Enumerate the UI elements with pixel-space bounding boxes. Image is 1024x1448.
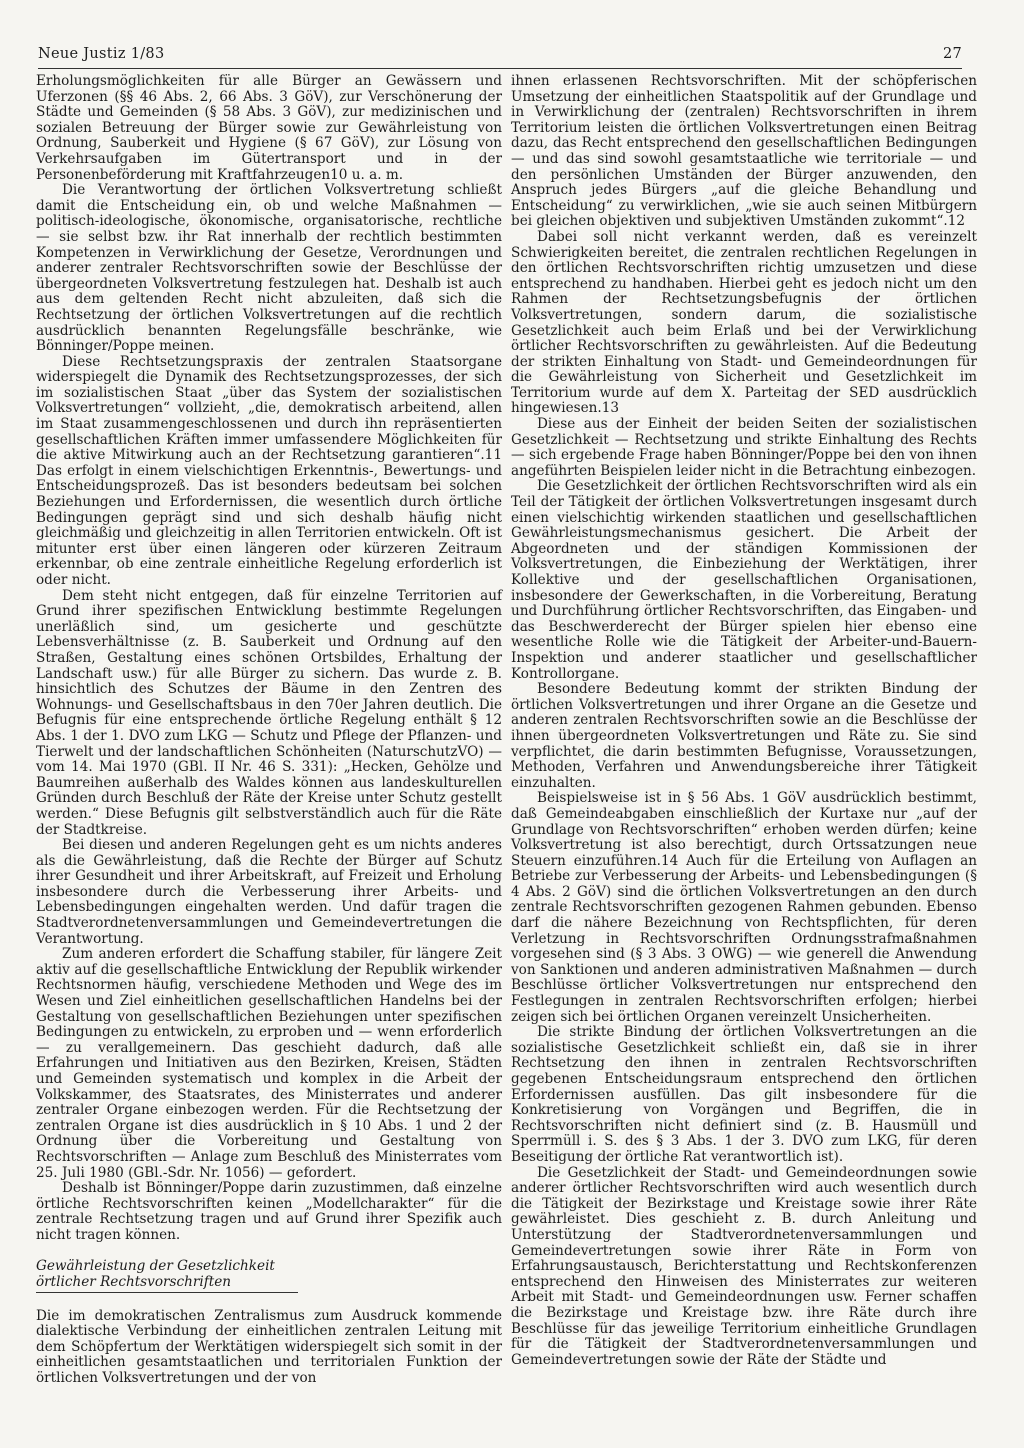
body-paragraph: Die Gesetzlichkeit der Stadt- und Gemeindeordnungen sowie anderer örtlicher Rechtsvorschriften wird auch wesentlich durch die Tätigkeit der Bezirkstage und Kreistage sowie ihrer Räte gewährleistet. Dies geschieht z. B. durch Anleitung und Unterstützung der Stadtverordnetenversammlungen und Gemeindevertretungen sowie ihrer Räte in Form von Erfahrungsaustausch, Berichterstattung und Rechtskonferenzen entsprechend den Hinweisen des Ministerrates zur weiteren Arbeit mit Stadt- und Gemeindeordnungen usw. Ferner schaffen die Bezirkstage und Kreistage bzw. ihre Räte durch ihre Beschlüsse für das jeweilige Territorium einheitliche Grundlagen für die Tätigkeit der Stadtverordnetenversammlungen und Gemeindevertretungen sowie der Räte der Städte und xyxy=(511,1164,977,1368)
body-paragraph: Die Gesetzlichkeit der örtlichen Rechtsvorschriften wird als ein Teil der Tätigkeit der örtlichen Volksvertretungen insgesamt durch einen vielschichtig wirkenden staatlichen und gesellschaftlichen Gewährleistungsmechanismus gesichert. Die Arbeit der Abgeordneten und der ständigen Kommissionen der Volksvertretungen, die Einbeziehung der Werktätigen, ihrer Kollektive und der gesellschaftlichen Organisationen, insbesondere der Gewerkschaften, in die Vorbereitung, Beratung und Durchführung örtlicher Rechtsvorschriften, das Eingaben- und das Beschwerderecht der Bürger spielen hier ebenso eine wesentliche Rolle wie die Tätigkeit der Arbeiter-und-Bauern-Inspektion und anderer staatlicher und gesellschaftlicher Kontrollorgane. xyxy=(511,478,977,682)
body-paragraph: Dabei soll nicht verkannt werden, daß es vereinzelt Schwierigkeiten bereitet, die zentralen rechtlichen Regelungen in den örtlichen Rechtsvorschriften richtig umzusetzen und diese entsprechend zu handhaben. Hierbei geht es jedoch nicht um den Rahmen der Rechtsetzungsbefugnis der örtlichen Volksvertretungen, sondern darum, die sozialistische Gesetzlichkeit auch beim Erlaß und bei der Verwirklichung örtlicher Rechtsvorschriften zu gewährleisten. Auf die Bedeutung der strikten Einhaltung von Stadt- und Gemeindeordnungen für die Gewährleistung von Sicherheit und Gesetzlichkeit im Territorium wurde auf dem X. Parteitag der SED ausdrücklich hingewiesen.13 xyxy=(511,228,977,417)
body-paragraph: Deshalb ist Bönninger/Poppe darin zuzustimmen, daß einzelne örtliche Rechtsvorschriften keinen „Modellcharakter“ für die zentrale Rechtsetzung tragen und auf Grund ihrer Spezifik auch nicht tragen können. xyxy=(36,1180,502,1243)
body-paragraph: ihnen erlassenen Rechtsvorschriften. Mit der schöpferischen Umsetzung der einheitlichen Staatspolitik auf der Grundlage und in Verwirklichung der (zentralen) Rechtsvorschriften in ihrem Territorium leisten die örtlichen Volksvertretungen einen Beitrag dazu, das Recht entsprechend den gesellschaftlichen Bedingungen — und das sind sowohl gesamtstaatliche wie territoriale — und den persönlichen Umständen der Bürger anzuwenden, den Anspruch jedes Bürgers „auf die gleiche Behandlung und Entscheidung“ zu verwirklichen, „wie sie auch seinen Mitbürgern bei gleichen objektiven und subjektiven Umständen zukommt“.12 xyxy=(511,73,977,230)
running-header xyxy=(38,46,962,68)
body-paragraph: Bei diesen und anderen Regelungen geht es um nichts anderes als die Gewährleistung, daß die Rechte der Bürger auf Schutz ihrer Gesundheit und ihrer Arbeitskraft, auf Freizeit und Erholung insbesondere durch die Verbesserung ihrer Arbeits- und Lebensbedingungen eingehalten werden. Und dafür tragen die Stadtverordnetenversammlungen und Gemeindevertretungen die Verantwortung. xyxy=(36,837,502,947)
body-paragraph: Erholungsmöglichkeiten für alle Bürger an Gewässern und Uferzonen (§§ 46 Abs. 2, 66 Abs. 3 GöV), zur Verschönerung der Städte und Gemeinden (§ 58 Abs. 3 GöV), zur medizinischen und sozialen Betreuung der Bürger sowie zur Gewährleistung von Ordnung, Sauberkeit und Hygiene (§ 67 GöV), zur Lösung von Verkehrsaufgaben im Gütertransport und in der Personenbeförderung mit Kraftfahrzeugen10 u. a. m. xyxy=(36,73,502,183)
body-paragraph: Dem steht nicht entgegen, daß für einzelne Territorien auf Grund ihrer spezifischen Entwicklung bestimmte Regelungen unerläßlich sind, um gesicherte und geschützte Lebensverhältnisse (z. B. Sauberkeit und Ordnung auf den Straßen, Gestaltung eines schönen Ortsbildes, Erhaltung der Landschaft usw.) für alle Bürger zu sichern. Das wurde z. B. hinsichtlich des Schutzes der Bäume in den Zentren des Wohnungs- und Gesellschaftsbaus in den 70er Jahren deutlich. Die Befugnis für eine entsprechende örtliche Regelung enthält § 12 Abs. 1 der 1. DVO zum LKG — Schutz und Pflege der Pflanzen- und Tierwelt und der landschaftlichen Schönheiten (NaturschutzVO) — vom 14. Mai 1970 (GBl. II Nr. 46 S. 331): „Hecken, Gehölze und Baumreihen außerhalb des Waldes können aus landeskulturellen Gründen durch Beschluß der Räte der Kreise unter Schutz gestellt werden.“ Diese Befugnis gilt selbstverständlich auch für die Räte der Stadtkreise. xyxy=(36,587,502,838)
right-column xyxy=(511,74,977,1368)
section-heading-line: örtlicher Rechtsvorschriften xyxy=(36,1274,298,1293)
body-paragraph: Die Verantwortung der örtlichen Volksvertretung schließt damit die Entscheidung ein, ob und welche Maßnahmen — politisch-ideologische, ökonomische, organisatorische, rechtliche — sie selbst bzw. ihr Rat innerhalb der rechtlich bestimmten Kompetenzen in Verwirklichung der Gesetze, Verordnungen und anderer zentraler Rechtsvorschriften sowie der Beschlüsse der übergeordneten Volksvertretung festzulegen hat. Deshalb ist auch aus dem geltenden Recht nicht abzuleiten, daß sich die Rechtsetzung der örtlichen Volksvertretungen auf die rechtlich ausdrücklich benannten Regelungsfälle beschränke, wie Bönninger/Poppe meinen. xyxy=(36,182,502,355)
header-rule xyxy=(38,68,962,69)
section-heading xyxy=(36,1258,298,1293)
body-paragraph: Die strikte Bindung der örtlichen Volksvertretungen an die sozialistische Gesetzlichkeit schließt ein, daß sie in ihrer Rechtsetzung den ihnen in zentralen Rechtsvorschriften gegebenen Entscheidungsraum entsprechend den örtlichen Erfordernissen ausfüllen. Das gilt insbesondere für die Konkretisierung von Vorgängen und Begriffen, die in Rechtsvorschriften nicht definiert sind (z. B. Hausmüll und Sperrmüll i. S. des § 3 Abs. 1 der 3. DVO zum LKG, für deren Beseitigung der örtliche Rat verantwortlich ist). xyxy=(511,1024,977,1165)
left-column xyxy=(36,74,502,1387)
body-paragraph: Diese Rechtsetzungspraxis der zentralen Staatsorgane widerspiegelt die Dynamik des Rechtsetzungsprozesses, der sich im sozialistischen Staat „über das System der sozialistischen Volksvertretungen“ vollzieht, „die, demokratisch arbeitend, allen im Staat zusammengeschlossenen und durch ihn repräsentierten gesellschaftlichen Kräften immer umfassendere Möglichkeiten für die aktive Mitwirkung auch an der Rechtsetzung garantieren“.11 Das erfolgt in einem vielschichtigen Erkenntnis-, Bewertungs- und Entscheidungsprozeß. Das ist besonders bedeutsam bei solchen Beziehungen und Erfordernissen, die wesentlich durch örtliche Bedingungen geprägt sind und sich deshalb häufig nicht gleichmäßig und gleichzeitig in allen Territorien entwickeln. Oft ist mitunter erst über einen längeren oder kürzeren Zeitraum erkennbar, ob eine zentrale einheitliche Regelung erforderlich ist oder nicht. xyxy=(36,353,502,588)
journal-title: Neue Justiz 1/83 xyxy=(38,46,165,62)
body-paragraph: Zum anderen erfordert die Schaffung stabiler, für längere Zeit aktiv auf die gesellschaftliche Entwicklung der Republik wirkender Rechtsnormen häufig, verschiedene Methoden und Wege des im Wesen und Ziel einheitlichen gesellschaftlichen Handelns bei der Gestaltung von gesellschaftlichen Beziehungen unter spezifischen Bedingungen zu entwickeln, zu erproben und — wenn erforderlich — zu verallgemeinern. Das geschieht dadurch, daß alle Erfahrungen und Initiativen aus den Bezirken, Kreisen, Städten und Gemeinden systematisch und komplex in die Arbeit der Volkskammer, des Staatsrates, des Ministerrates und anderer zentraler Organe einbezogen werden. Für die Rechtsetzung der zentralen Organe ist dies ausdrücklich in § 10 Abs. 1 und 2 der Ordnung über die Vorbereitung und Gestaltung von Rechtsvorschriften — Anlage zum Beschluß des Ministerrates vom 25. Juli 1980 (GBl.-Sdr. Nr. 1056) — gefordert. xyxy=(36,946,502,1181)
body-paragraph: Beispielsweise ist in § 56 Abs. 1 GöV ausdrücklich bestimmt, daß Gemeindeabgaben einschließlich der Kurtaxe nur „auf der Grundlage von Rechtsvorschriften“ erhoben werden dürfen; keine Volksvertretung ist also berechtigt, durch Ortssatzungen neue Steuern einzuführen.14 Auch für die Erteilung von Auflagen an Betriebe zur Verbesserung der Arbeits- und Lebensbedingungen (§ 4 Abs. 2 GöV) sind die örtlichen Volksvertretungen an den durch zentrale Rechtsvorschriften gezogenen Rahmen gebunden. Ebenso darf die nähere Bezeichnung von Rechtspflichten, für deren Verletzung in Rechtsvorschriften Ordnungsstrafmaßnahmen vorgesehen sind (§ 3 Abs. 3 OWG) — wie generell die Anwendung von Sanktionen und anderen administrativen Maßnahmen — durch Beschlüsse örtlicher Volksvertretungen nur entsprechend den Festlegungen in zentralen Rechtsvorschriften erfolgen; hierbei zeigen sich bei örtlichen Organen vereinzelt Unsicherheiten. xyxy=(511,790,977,1025)
body-paragraph: Die im demokratischen Zentralismus zum Ausdruck kommende dialektische Verbindung der einheitlichen zentralen Leitung mit dem Schöpfertum der Werktätigen widerspiegelt sich somit in der einheitlichen gesamtstaatlichen und territorialen Funktion der örtlichen Volksvertretungen und der von xyxy=(36,1307,502,1386)
body-paragraph: Diese aus der Einheit der beiden Seiten der sozialistischen Gesetzlichkeit — Rechtsetzung und strikte Einhaltung des Rechts — sich ergebende Frage haben Bönninger/Poppe bei den von ihnen angeführten Beispielen leider nicht in die Betrachtung einbezogen. xyxy=(511,416,977,479)
page-number: 27 xyxy=(942,46,962,62)
body-paragraph: Besondere Bedeutung kommt der strikten Bindung der örtlichen Volksvertretungen und ihrer Organe an die Gesetze und anderen zentralen Rechtsvorschriften sowie an die Beschlüsse der ihnen übergeordneten Volksvertretungen und Räte zu. Sie sind verpflichtet, die darin bestimmten Befugnisse, Voraussetzungen, Methoden, Verfahren und Anwendungsbereiche ihrer Tätigkeit einzuhalten. xyxy=(511,681,977,791)
section-heading-line: Gewährleistung der Gesetzlichkeit xyxy=(36,1257,275,1274)
